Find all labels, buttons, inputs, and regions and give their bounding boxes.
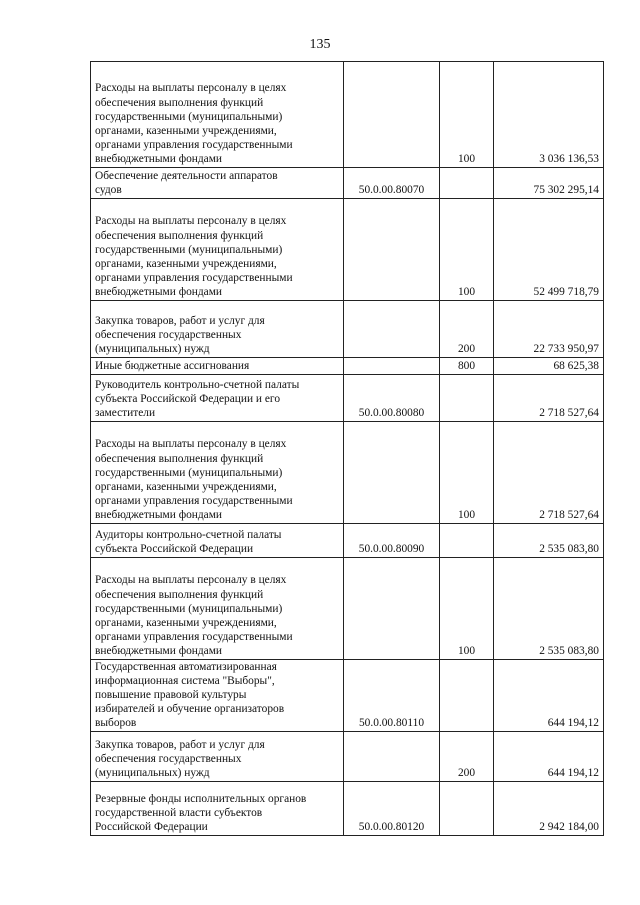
target-article-code-cell	[344, 558, 440, 660]
amount-cell	[494, 301, 604, 358]
target-article-code-cell	[344, 358, 440, 375]
amount-text: 2 535 083,80	[539, 644, 599, 657]
target-article-code-cell	[344, 422, 440, 524]
expense-name-cell	[91, 301, 344, 358]
expense-type-text: 100	[457, 152, 476, 165]
amount-cell	[494, 168, 604, 199]
target-article-code-cell	[344, 660, 440, 732]
target-article-code-text: 50.0.00.80120	[358, 821, 425, 834]
target-article-code-text: 50.0.00.80110	[358, 717, 425, 730]
target-article-code-cell	[344, 62, 440, 168]
table-row	[91, 732, 604, 782]
amount-text: 644 194,12	[547, 767, 599, 780]
table-row	[91, 62, 604, 168]
expense-name-text: Аудиторы контрольно-счетной палаты субъекта Российской Федерации	[95, 528, 282, 555]
amount-cell	[494, 782, 604, 836]
amount-cell	[494, 422, 604, 524]
expense-name-cell	[91, 62, 344, 168]
expense-name-cell	[91, 375, 344, 422]
expense-name-text: Государственная автоматизированная информационная система "Выборы", повышение правовой культуры избирателей и обучение организаторов выборов	[95, 661, 285, 730]
expense-name-text: Расходы на выплаты персоналу в целях обеспечения выполнения функций государственными (муниципальными) органами, казенными учреждениями, органами управления государственными внебюджетными фондами	[95, 82, 293, 165]
target-article-code-cell	[344, 375, 440, 422]
expense-name-text: Иные бюджетные ассигнования	[95, 359, 250, 372]
amount-text: 68 625,38	[553, 359, 599, 372]
expense-type-cell	[440, 558, 494, 660]
expense-name-cell	[91, 732, 344, 782]
amount-text: 2 535 083,80	[539, 542, 599, 555]
expense-type-cell	[440, 782, 494, 836]
expense-name-text: Расходы на выплаты персоналу в целях обеспечения выполнения функций государственными (муниципальными) органами, казенными учреждениями, органами управления государственными внебюджетными фондами	[95, 574, 293, 657]
expense-type-cell	[440, 524, 494, 558]
expense-type-cell	[440, 375, 494, 422]
table-row	[91, 782, 604, 836]
expense-name-cell	[91, 660, 344, 732]
expense-type-text: 100	[457, 508, 476, 521]
expense-type-cell	[440, 358, 494, 375]
expense-name-text: Расходы на выплаты персоналу в целях обеспечения выполнения функций государственными (муниципальными) органами, казенными учреждениями, органами управления государственными внебюджетными фондами	[95, 215, 293, 298]
expense-type-cell	[440, 168, 494, 199]
amount-text: 2 942 184,00	[539, 821, 599, 834]
expense-type-cell	[440, 660, 494, 732]
expense-type-text: 100	[457, 285, 476, 298]
expense-name-cell	[91, 524, 344, 558]
budget-table	[90, 61, 604, 836]
target-article-code-text: 50.0.00.80080	[358, 406, 425, 419]
amount-cell	[494, 524, 604, 558]
expense-name-text: Обеспечение деятельности аппаратов судов	[95, 169, 278, 196]
amount-text: 2 718 527,64	[539, 406, 599, 419]
expense-name-cell	[91, 558, 344, 660]
amount-cell	[494, 558, 604, 660]
target-article-code-cell	[344, 168, 440, 199]
expense-name-text: Закупка товаров, работ и услуг для обеспечения государственных (муниципальных) нужд	[95, 314, 265, 355]
amount-cell	[494, 62, 604, 168]
expense-name-text: Закупка товаров, работ и услуг для обеспечения государственных (муниципальных) нужд	[95, 739, 265, 780]
page-number: 135	[309, 37, 331, 52]
target-article-code-cell	[344, 301, 440, 358]
amount-text: 2 718 527,64	[539, 508, 599, 521]
expense-name-text: Руководитель контрольно-счетной палаты субъекта Российской Федерации и его заместители	[95, 378, 300, 419]
target-article-code-cell	[344, 732, 440, 782]
amount-text: 3 036 136,53	[539, 152, 599, 165]
expense-type-text: 800	[457, 359, 476, 372]
expense-name-text: Резервные фонды исполнительных органов государственной власти субъектов Российской Федерации	[95, 793, 307, 834]
amount-cell	[494, 660, 604, 732]
target-article-code-text: 50.0.00.80070	[358, 183, 425, 196]
table-row	[91, 199, 604, 301]
expense-type-text: 100	[457, 644, 476, 657]
expense-name-cell	[91, 168, 344, 199]
amount-text: 75 302 295,14	[533, 183, 599, 196]
table-row	[91, 358, 604, 375]
table-row	[91, 301, 604, 358]
expense-name-cell	[91, 358, 344, 375]
expense-name-text: Расходы на выплаты персоналу в целях обеспечения выполнения функций государственными (муниципальными) органами, казенными учреждениями, органами управления государственными внебюджетными фондами	[95, 438, 293, 521]
target-article-code-cell	[344, 199, 440, 301]
expense-type-cell	[440, 62, 494, 168]
amount-cell	[494, 358, 604, 375]
amount-text: 52 499 718,79	[533, 285, 599, 298]
expense-type-cell	[440, 732, 494, 782]
amount-text: 22 733 950,97	[533, 342, 599, 355]
amount-cell	[494, 375, 604, 422]
table-row	[91, 558, 604, 660]
table-row	[91, 375, 604, 422]
table-row	[91, 524, 604, 558]
expense-name-cell	[91, 782, 344, 836]
target-article-code-cell	[344, 782, 440, 836]
expense-type-text: 200	[457, 767, 476, 780]
table-row	[91, 660, 604, 732]
amount-cell	[494, 199, 604, 301]
amount-cell	[494, 732, 604, 782]
amount-text: 644 194,12	[547, 717, 599, 730]
expense-type-text: 200	[457, 342, 476, 355]
expense-name-cell	[91, 199, 344, 301]
expense-name-cell	[91, 422, 344, 524]
target-article-code-cell	[344, 524, 440, 558]
budget-table-body	[91, 62, 604, 836]
target-article-code-text: 50.0.00.80090	[358, 542, 425, 555]
expense-type-cell	[440, 422, 494, 524]
table-row	[91, 168, 604, 199]
expense-type-cell	[440, 301, 494, 358]
table-row	[91, 422, 604, 524]
expense-type-cell	[440, 199, 494, 301]
